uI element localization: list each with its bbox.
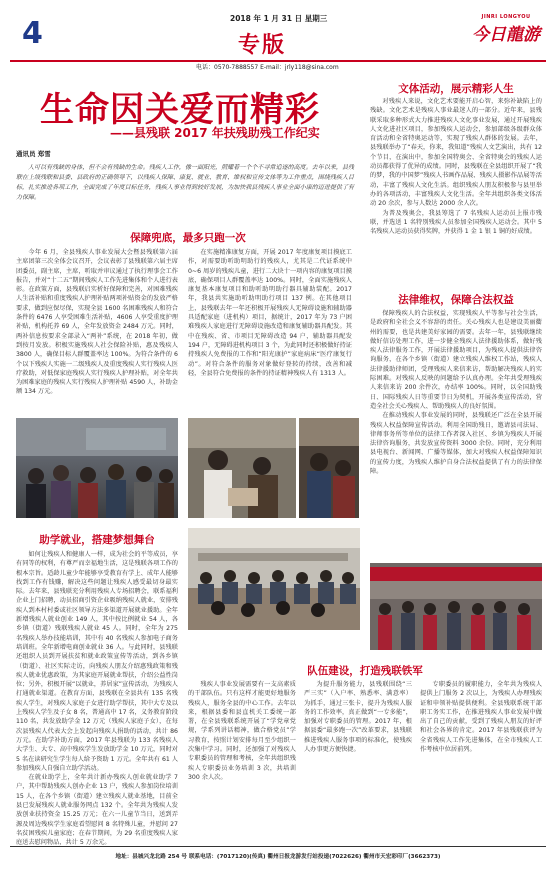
photo-medical-visit [188, 418, 296, 518]
issue-date: 2018 年 1 月 31 日 星期三 [230, 14, 328, 23]
photo-banner-event-image [370, 563, 542, 650]
logo-cn: 今日龍游 [472, 25, 540, 45]
culture-paragraph-1: 对残疾人来说，文化艺术要能开启心智，来弥补缺陷上的残缺。文化艺术是残疾人事业最迷人的一部分。近年来，县残联采取多种形式大力推进残疾人文化事业发展，通过开展残疾人文化进社区项目，参加残疾人运动会，参加部级各级群众体育活动和全省特奥运动等，实现了残疾人群体的发展。去年，县残联举办了“春天，你来，我知道”残疾人文艺演出，共有 12 个节目，在演出中，参加全国特奥会、全省特奥会的残疾人运动员都获得了优异的成绩。同时，县残联在全县组织开展了“我的梦，我的中国梦”残疾人书画作品展、残疾人摄影作品展等活动，丰富了残疾人文化生活。组织残疾人朋友积极参与县里举办的各项活动，丰富残疾人文化生活。全年共组织各类文体活动 20 余次，参与人数达 2000 余人次。 [370, 98, 542, 208]
section-name: 专版 [238, 33, 287, 58]
legal-paragraph-1: 保障残疾人的合法权益，实现残疾人平等参与社会生活，是政府和全社会义不容辞的责任。关心残疾人也是建设美丽衢州的需要，也是共建美好家园的需要。去年一年，县残联继续做好信访处理工作，进一步健全残疾人法律援助体系，做好残疾人法律服务工作，开展法律援助项目，为残疾人提供法律咨询服务，在各个乡镇（街道）建立残疾人维权工作站，残疾人法律援助律师团，受理残疾人来信来访，帮助解决残疾人的实际困难。对残疾人反映的问题给予认真办理。全年共受理残疾人来信来访 200 余件次，办结率 100%。同时，以全国助残日、国际残疾人日等重要节日为契机，开展各类宣传活动，营造全社会关心残疾人、帮助残疾人的良好氛围。 [370, 310, 542, 410]
section-security-col2: 在实施精准康复方面，开展 2017 年度康复项目摸底工作，对需要助听助明助行的残疾人，尤其是二代证系统中 0~6 周岁的残疾儿童，进行二大块十一项内容的康复项目摸底，确保项目人群覆盖率达 100%。同时，全面实施残疾人康复基本康复项目和助听助明助行器具辅助装配。2017 年，我县共实施助听助明助行项目 137 例。在其他项目上，县残联去年一年还积极开展残疾人无障碍设施和辅助器具适配家庭（进机构）项目，据统计，2017 年为 73 户困难残疾人家庭进行无障碍设施改造和康复辅助器具配发。其中在残疾、省、市项目无障碍改造 94 户，辅助器具配发 194 户，无障碍进机构项目 3 个，为此同时还积极做好持证持残疾人免费报的工作和“阳光康护”家庭病床“医疗康复行动”。对符合条件的服务对象做好登转的持续，改善和减轻，全县符合免费报的条件的持证精神残疾人有 1313 人。 [188, 249, 352, 377]
footer-rule [10, 846, 546, 847]
page-number: 4 [22, 16, 43, 51]
header-contact: 电话：0570-7888557 E-mail：jrly118@sina.com [196, 64, 339, 71]
section-team-col1: 残疾人事业发展需要有一支高素质的干部队伍。只有这样才能更好地服务残疾人，服务全县的中心工作。去年以来，根据县委和县直机关工委统一部署，在全县残联系统开展了“学党章党规，学系列讲话精神，做合格党员”学习教育，按照计划安排每月至少组织一次集中学习。同时，还加强了对残疾人专职委员的管理和考核，全年共组织残疾人专职委员业务培训 3 次，共培训 300 余人次。 [188, 681, 296, 781]
section-team-col2: 为提升服务能力，县残联围绕“三严三实”（入户率、熟悉率、满意率）为抓手，通过三张卡，提升为残疾人服务的工作效率，真正做到“一专多能”，加强对专职委员的管理。2017 年，根据县委“最多跑一次”改革要求，县残联推进残疾人服务事项的标准化，使残疾人办事更方便快捷。 [304, 681, 412, 754]
culture-paragraph-2: 为普及残奥会，我县筹选了 7 名残疾人运动员上报市残联，并选送 1 名特别残疾人员参加全国残疾人运动会。其中 5 名残疾人运动员获得奖牌，并获得 1 金 1 银 1 铜的好成绩。 [370, 209, 542, 236]
section-employment-title: 助学就业，搭建梦想舞台 [39, 534, 155, 546]
section-team-title: 队伍建设，打造残联铁军 [307, 665, 423, 677]
photo-group-meeting [16, 418, 178, 518]
page-header [0, 0, 556, 71]
photo-home-visit-image [299, 418, 359, 518]
logo-en: JINRI LONGYOU [481, 14, 531, 20]
headline-title: 生命因关爱而精彩 [40, 90, 320, 130]
photo-training-class-image [188, 528, 360, 630]
legal-paragraph-2: 在推动残疾人事业发展的同时，县残联还广泛在全县开展残疾人权益保障宣传活动。利用全国助残日，邀请县司法局、律师事务所等单位的法律工作者深入社区、乡镇为残疾人开展法律咨询服务，共发放宣传资料 3000 余份。同时，充分利用县电视台、新闻网、广播等媒体，加大对残疾人权益保障知识的宣传力度，为残疾人维护自身合法权益提供了有力的法律保障。 [370, 412, 542, 476]
photo-group-meeting-image [16, 418, 178, 518]
lead-paragraph: 人可以有残缺的身体，但不会有残缺的生命。残疾人工作，像一面阳光，照耀着一个个不寻常追逐的高度。去年以来，县残联在上级残联和县委、县政府的正确领导下，以残疾人保障、康复、就业、教育、维权和宣传文体等为工作重点，围绕残疾人目标，扎实推进各项工作，全面完成了年度目标任务，残疾人事业得到较好发展，为加快我县残疾人事业全面小康的迈进提供了有力保障。 [16, 164, 354, 201]
employment-paragraph-1: 如何让残疾人和健康人一样，成为社会的平等成员，享有同等的权利，有尊严而幸福地生活，这是残联各项工作的根本宗旨。适龄儿童少年能够享受教育有学上、成年人能够找到工作有钱赚，解决这些问题让残疾人感受最切身最实际。去年来，县残联充分利用残疾人专场招聘会，联系福利企业上门招聘，动员招商引资企业吸纳残疾人就业，安排残疾人到本村村委或社区领导方法多渠道开展就业援助。全年新增残疾人就业创业 149 人，其中按比例就业 54 人，各乡镇（街道）残联残疾人就业 45 人。同时，全年为 275 名残疾人举办技能培训，其中有 40 名残疾人参加电子商务培训班。全年新增电商创业就业 36 人。与此同时，县残联还组织人员到开展扶贫和就业政策宣传等活动，到各乡镇（街道）、社区实际走访，向残疾人朋友介绍惠残政策和残疾人就业优惠政策，为其家庭开展就业帮扶，介绍公益性岗位；另外，积极开展“以就业，养居家”宣传活动，为残疾人打通就业渠道。在教育方面，县残联在全县共有 135 名残疾人学生，对残疾人家庭子女进行助学帮扶，其中大专及以上残疾人学生及子女 8 名，普通高中 17 名，义务教育阶段 110 名，共发放助学金 12 万元（残疾人家庭子女），在每次县残疾人代表大会上发起向残疾人捐助的活动，共计 86 万元。在助学补助方面，2017 年县残联为 133 名残疾人大学生、大专、高中残疾学生发放助学金 10 万元，同时对 5 名在读研究生学生每人给予资助 1 万元。全年共有 61 人参加残疾人自强自立助学活动。 [16, 551, 178, 772]
photo-home-visit [299, 418, 359, 518]
section-security-title: 保障兜底，最多只跑一次 [130, 232, 246, 244]
section-culture-body [370, 97, 542, 279]
logo [466, 14, 546, 56]
section-culture-title: 文体活动，展示精彩人生 [398, 83, 514, 95]
section-legal-body [370, 309, 542, 557]
section-team-col3: 专职委员的履职能力，全年共为残疾人提供上门服务 2 次以上，为残疾人办理残疾证和申领补贴提供便利。全县残联系统干部职工务实工作，在推进残疾人事业发展中做出了自己的贡献，受到了残疾人朋友的好评和社会各界的肯定。2017 年县残联获评为全省残疾人工作先进集体，在全市残疾人工作考核中位居前列。 [420, 681, 542, 754]
photo-training-class [188, 528, 360, 630]
headline-subtitle: ——县残联 2017 年扶残助残工作纪实 [110, 126, 320, 140]
section-employment-body [16, 550, 178, 847]
photo-banner-event [370, 563, 542, 650]
section-legal-title: 法律维权，保障合法权益 [398, 294, 514, 306]
employment-paragraph-2: 在就业助学上，全年共计新办残疾人创业就业助学 7 户，其中帮助残疾人创办企业 13 户，残疾人参加岗位培训 15 人，在各个乡镇（街道）建立残疾人就业基地，目前全县已发展残疾人就业服务网点 132 个。全年共为残疾人发放创业扶持资金 15.25 万元；在六一儿童节当日，送到弄源及周边残疾学生家庭看望慰问 8 名特殊儿童，并慰问 27 名贫困残疾儿童家庭；在春节期间，为 29 名重度残疾人家庭送去慰问物品，共计 5 万余元。 [16, 774, 178, 847]
section-security-col1: 今年 6 月，全县残疾人事业发展大会暨县残联第六届主席团第三次全体会议召开，会议表彰了县残联第六届主席团委员，副主席，主席，听取并审议通过了执行理事会工作报告，并对“十二五”期间残疾人工作先进集体和个人进行表彰。在政策方面，县残联启实析好保障和完善，对困难残疾人生活补贴和重度残疾人护理补贴两项补贴资金的发放严格要求，做到应保尽保，实现全县 1600 名困难残疾人和符合条件的 6476 人享受困难生活补贴，4606 人享受重度护理补贴，机构托养 69 人，全年发放资金 2484 万元。同时，两补信息按要求全部录入“两补”系统，在 2018 年初，做到按月发放。积极实施残疾人社会保险补贴，惠及残疾人 3800 人，确保目标人群覆盖率达 100%。为符合条件的 6 个以下残疾人实施一二级残疾人及重度残疾人实行残疾人医疗救助，对低保家庭残疾人实行残疾人护理补贴，对全年共为困难家庭的残疾人实行残疾人护理补贴 4590 人，补助金额 134 万元。 [16, 249, 178, 396]
byline: 通讯员 郑雪 [16, 150, 51, 158]
footer-info: 地址：县城兴龙北路 254 号 联系电话：(7017120)(传真) 衢州日报龙游发行站投递(7022626) 衢州市天宏彩印厂(3662373) [115, 854, 441, 860]
photo-medical-visit-image [188, 418, 296, 518]
